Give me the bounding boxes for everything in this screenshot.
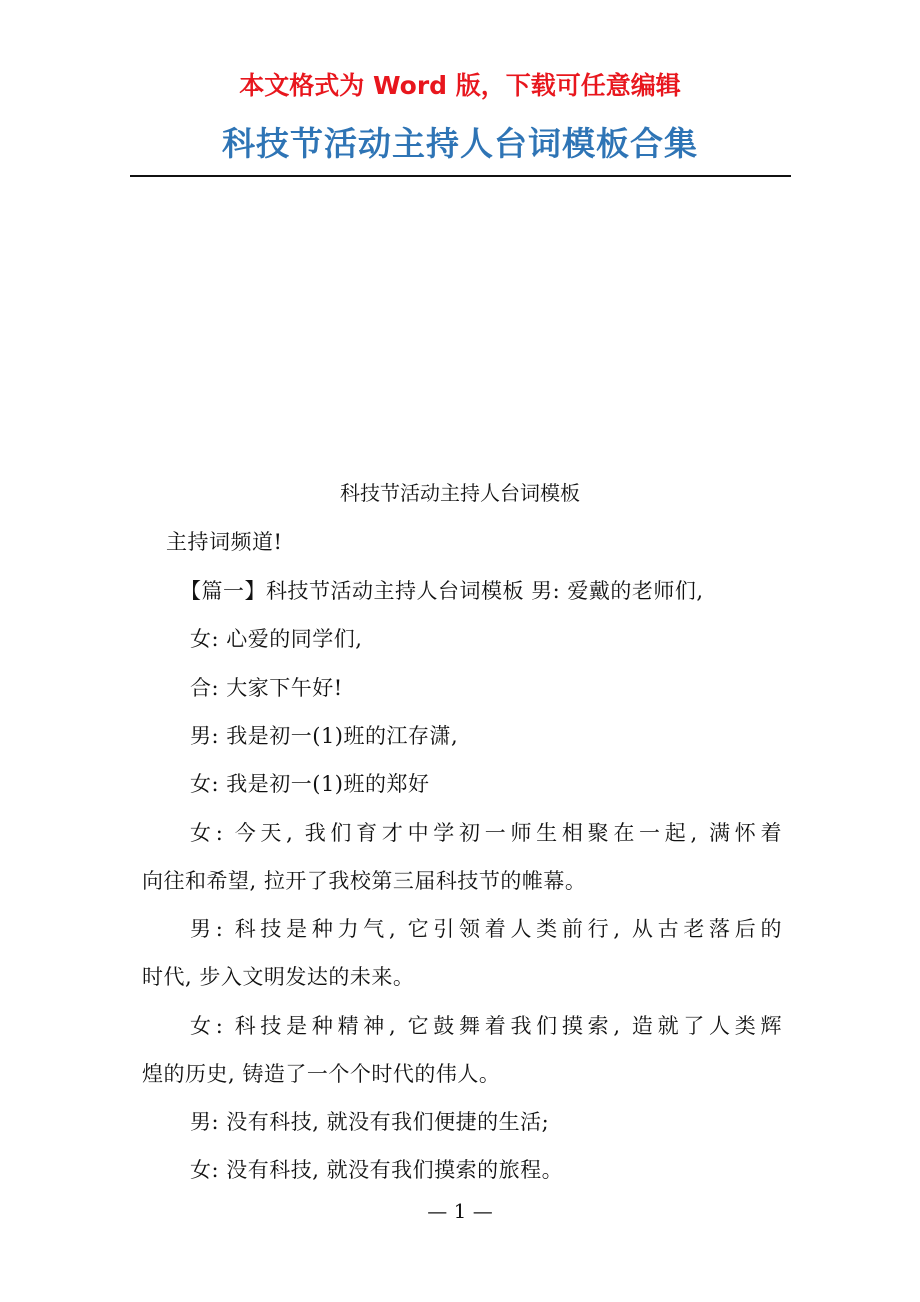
page-number: — 1 — [427, 1199, 493, 1223]
text-line: 女: 没有科技, 就没有我们摸索的旅程。 [190, 1158, 564, 1182]
text-line: 女: 科技是种精神, 它鼓舞着我们摸索, 造就了人类辉 [190, 1014, 782, 1038]
text-line: 女: 今天, 我们育才中学初一师生相聚在一起, 满怀着 [190, 821, 782, 845]
format-notice: 本文格式为 Word 版，下载可任意编辑 [239, 71, 681, 100]
text-line: 男: 没有科技, 就没有我们便捷的生活; [190, 1110, 550, 1134]
text-line: 男: 科技是种力气, 它引领着人类前行, 从古老落后的 [190, 917, 782, 941]
text-line: 时代, 步入文明发达的未来。 [142, 965, 415, 989]
text-line-section-one: 【篇一】科技节活动主持人台词模板 男: 爱戴的老师们, [180, 579, 704, 603]
collection-title: 科技节活动主持人台词模板合集 [222, 124, 698, 163]
text-line: 女: 心爱的同学们, [190, 627, 363, 651]
text-line: 男: 我是初一(1)班的江存潇, [190, 724, 459, 748]
document-title: 科技节活动主持人台词模板 [340, 481, 580, 505]
text-line: 煌的历史, 铸造了一个个时代的伟人。 [142, 1062, 501, 1086]
text-line: 向往和希望, 拉开了我校第三届科技节的帷幕。 [142, 869, 587, 893]
text-line-channel: 主持词频道! [166, 530, 283, 554]
text-line: 合: 大家下午好! [190, 676, 343, 700]
text-line: 女: 我是初一(1)班的郑好 [190, 772, 430, 796]
header-divider [130, 175, 791, 177]
